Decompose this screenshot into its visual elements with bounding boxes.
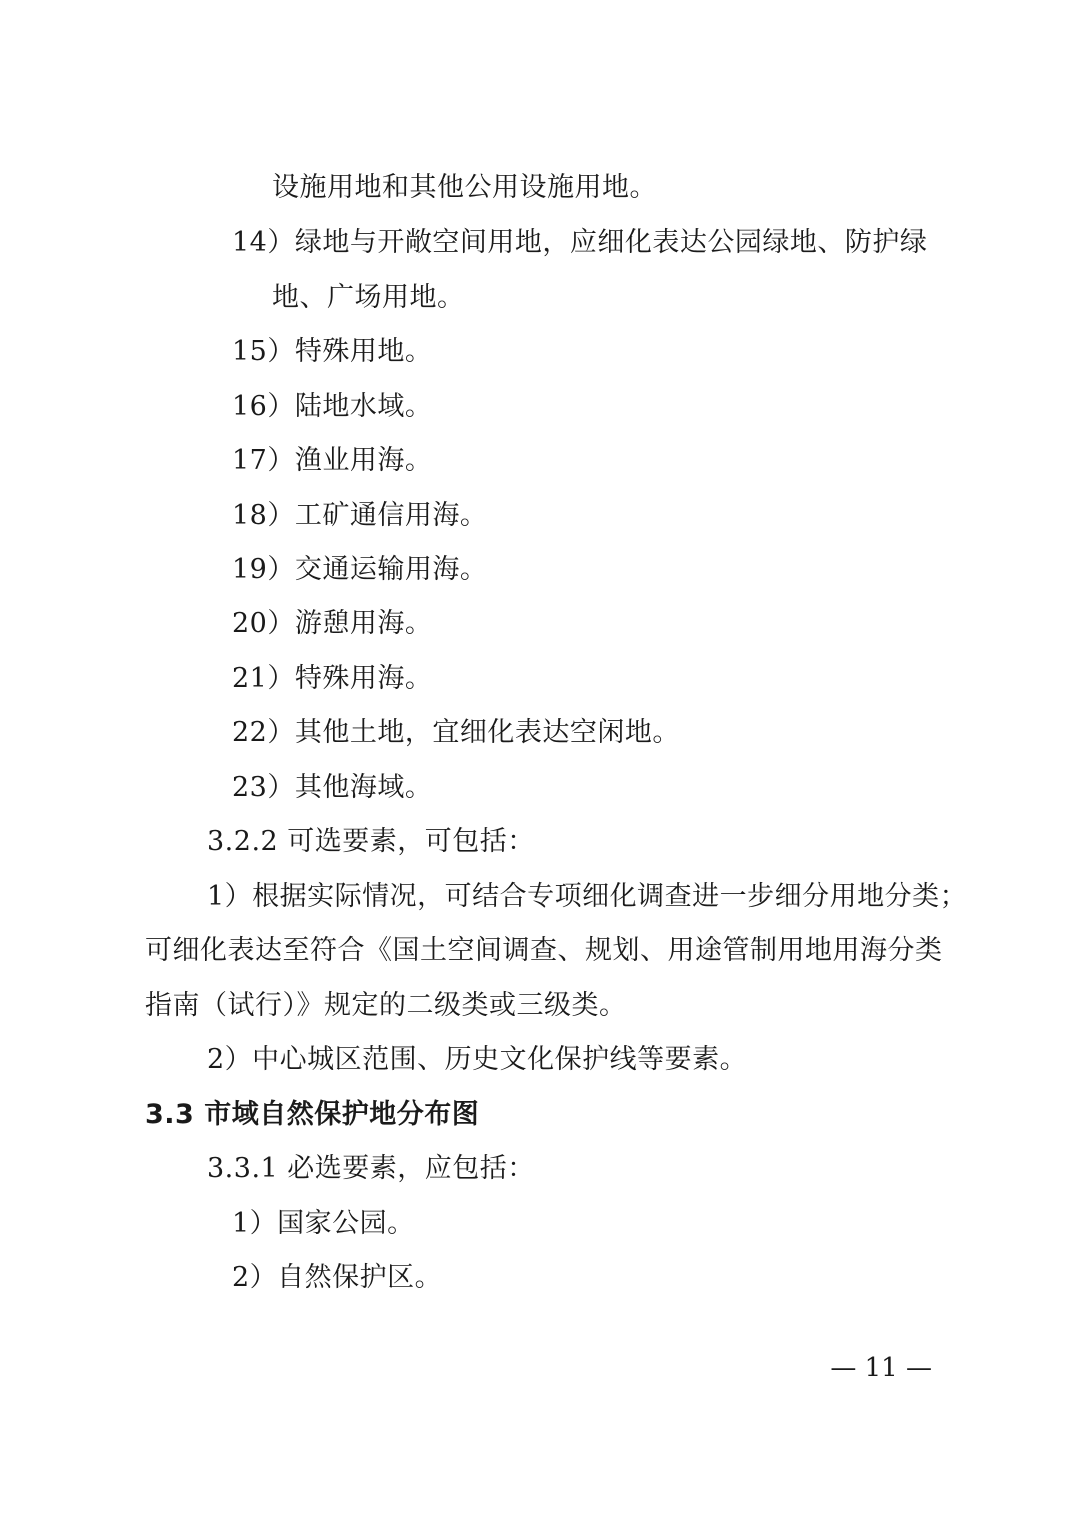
list-item-14: 14）绿地与开敞空间用地，应细化表达公园绿地、防护绿 xyxy=(232,227,928,258)
list-item-20: 20）游憩用海。 xyxy=(232,608,433,639)
optional-item-1-continuation: 可细化表达至符合《国土空间调查、规划、用途管制用地用海分类 xyxy=(145,935,943,966)
optional-item-1-continuation-2: 指南（试行）》规定的二级类或三级类。 xyxy=(145,990,627,1021)
list-item-22: 22）其他土地，宜细化表达空闲地。 xyxy=(232,717,680,748)
optional-item-2: 2）中心城区范围、历史文化保护线等要素。 xyxy=(207,1044,748,1075)
list-item-17: 17）渔业用海。 xyxy=(232,445,433,476)
list-item-23: 23）其他海域。 xyxy=(232,772,433,803)
list-item-14-continuation: 地、广场用地。 xyxy=(272,282,465,313)
list-item-16: 16）陆地水域。 xyxy=(232,391,433,422)
list-item-21: 21）特殊用海。 xyxy=(232,663,433,694)
list-item-19: 19）交通运输用海。 xyxy=(232,554,488,585)
list-item-15: 15）特殊用地。 xyxy=(232,336,433,367)
section-3-3-heading: 3.3 市域自然保护地分布图 xyxy=(145,1099,480,1130)
page-number: — 11 — xyxy=(830,1353,932,1383)
required-item-2: 2）自然保护区。 xyxy=(232,1262,443,1293)
required-item-1: 1）国家公园。 xyxy=(232,1208,415,1239)
list-item-18: 18）工矿通信用海。 xyxy=(232,500,488,531)
subsection-3-2-2: 3.2.2 可选要素，可包括： xyxy=(207,826,535,857)
optional-item-1: 1）根据实际情况，可结合专项细化调查进一步细分用地分类； xyxy=(207,881,968,912)
text-line-continuation: 设施用地和其他公用设施用地。 xyxy=(272,172,657,203)
subsection-3-3-1: 3.3.1 必选要素，应包括： xyxy=(207,1153,535,1184)
